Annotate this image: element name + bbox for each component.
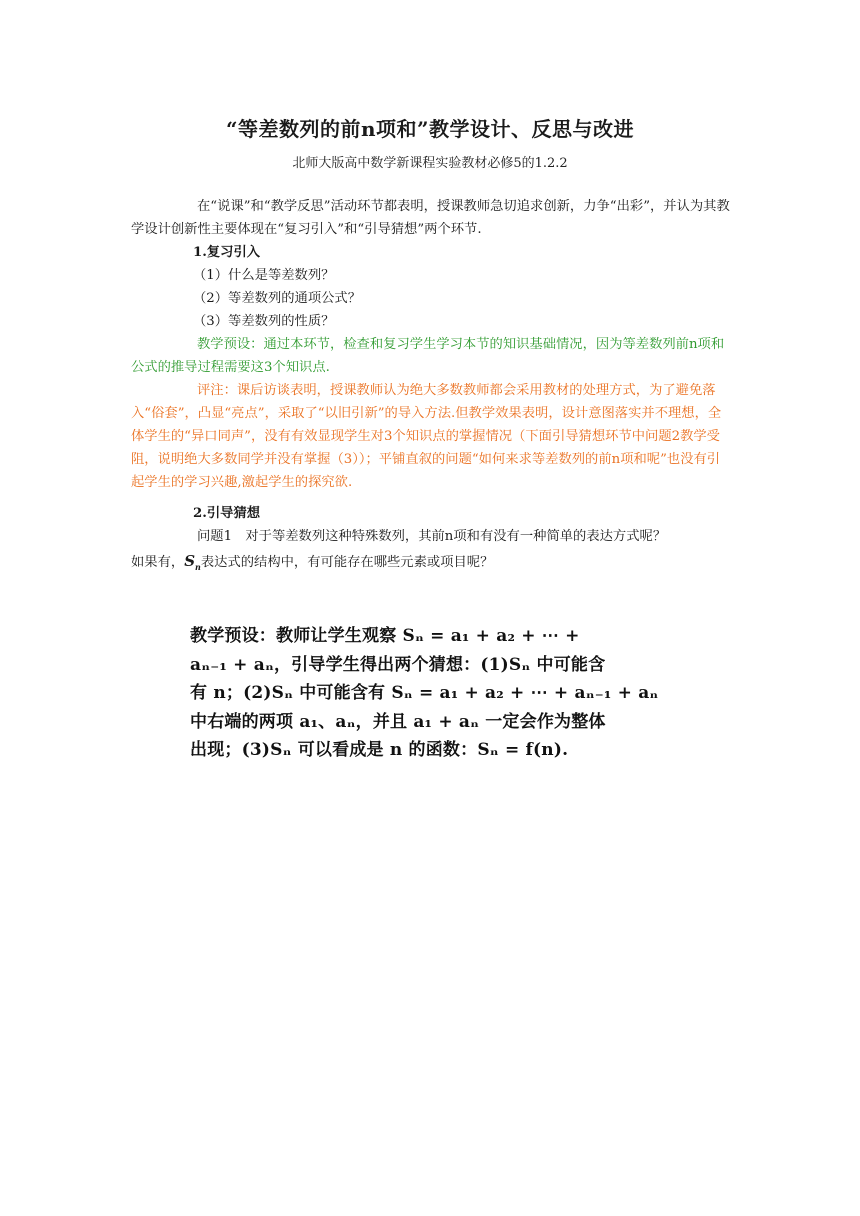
page-title: “等差数列的前n项和”教学设计、反思与改进: [225, 117, 635, 141]
sn-formula-symbol: $S_n$: [184, 552, 201, 572]
teaching-preset-paragraph: 教学预设：通过本环节，检查和复习学生学习本节的知识基础情况，因为等差数列前n项和公式的推导过程需要这3个知识点.: [131, 337, 725, 375]
problem-post-text: 表达式的结构中，有可能存在哪些元素或项目呢？: [200, 555, 494, 570]
problem-pre-text: 如果有，: [131, 555, 185, 570]
page-subtitle: 北师大版高中数学新课程实验教材必修5的1.2.2: [292, 156, 568, 171]
section-heading-guess: 2.引导猜想: [193, 506, 261, 521]
scanned-text-image: [190, 622, 659, 767]
scan-line-3: 有 n；(2)Sₙ 中可能含有 Sₙ = a₁ + a₂ + ⋯ + aₙ₋₁ + aₙ: [190, 683, 659, 703]
review-question-2: （2）等差数列的通项公式？: [193, 291, 362, 306]
problem-1-line: 问题1 对于等差数列这种特殊数列，其前n项和有没有一种简单的表达方式呢？: [197, 529, 667, 544]
review-question-3: （3）等差数列的性质？: [193, 314, 335, 329]
scan-line-4: 中右端的两项 a₁、aₙ，并且 a₁ + aₙ 一定会作为整体: [190, 711, 606, 732]
intro-paragraph: 在“说课”和“教学反思”活动环节都表明，授课教师急切追求创新，力争“出彩”，并认为其教学设计创新性主要体现在“复习引入”和“引导猜想”两个环节.: [131, 199, 730, 237]
scan-line-1: 教学预设：教师让学生观察 Sₙ = a₁ + a₂ + ⋯ +: [190, 626, 580, 646]
problem-1-continuation: [131, 550, 731, 579]
scan-line-5: 出现；(3)Sₙ 可以看成是 n 的函数：Sₙ = f(n).: [190, 740, 569, 760]
section-heading-review: 1.复习引入: [193, 245, 261, 260]
document-body: [131, 195, 731, 579]
scan-line-2: aₙ₋₁ + aₙ，引导学生得出两个猜想：(1)Sₙ 中可能含: [190, 654, 606, 675]
commentary-paragraph: 评注：课后访谈表明，授课教师认为绝大多数教师都会采用教材的处理方式，为了避免落入“俗套”，凸显“亮点”，采取了“以旧引新”的导入方法.但教学效果表明，设计意图落实并不理想，全体学生的“异口同声”，没有有效显现学生对3个知识点的掌握情况（下面引导猜想环节中问题2教学受阻，说明绝大多数同学并没有掌握（3））；平铺直叙的问题“如何来求等差数列的前n项和呢”也没有引起学生的学习兴趣,激起学生的探究欲.: [131, 383, 722, 490]
review-question-1: （1）什么是等差数列？: [193, 268, 335, 283]
